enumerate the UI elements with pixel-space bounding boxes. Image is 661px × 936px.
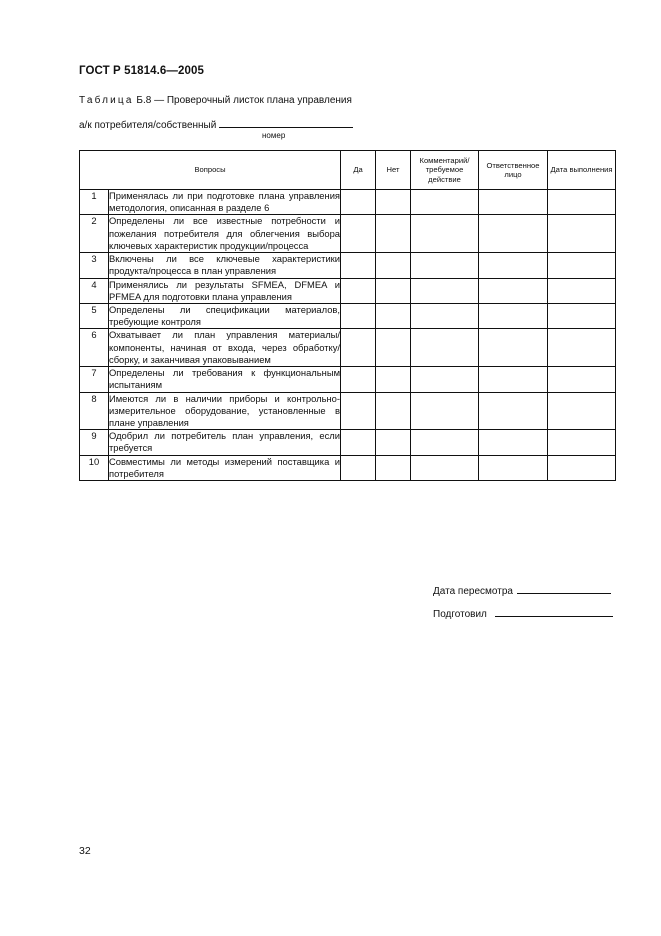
comment-cell[interactable] xyxy=(411,215,479,253)
table-row xyxy=(80,253,616,278)
responsible-cell[interactable] xyxy=(479,430,548,455)
column-header-responsible: Ответственное лицо xyxy=(479,151,548,190)
table-row xyxy=(80,392,616,430)
row-number: 10 xyxy=(80,455,109,480)
comment-cell[interactable] xyxy=(411,329,479,367)
due-date-cell[interactable] xyxy=(548,215,616,253)
no-cell[interactable] xyxy=(376,367,411,392)
no-cell[interactable] xyxy=(376,455,411,480)
comment-cell[interactable] xyxy=(411,455,479,480)
due-date-cell[interactable] xyxy=(548,367,616,392)
yes-cell[interactable] xyxy=(341,215,376,253)
prepared-by-label: Подготовил xyxy=(433,609,487,620)
table-caption-label: Таблица xyxy=(79,95,134,106)
table-row xyxy=(80,215,616,253)
row-number: 3 xyxy=(80,253,109,278)
yes-cell[interactable] xyxy=(341,430,376,455)
column-header-due-date: Дата выполнения xyxy=(548,151,616,190)
column-header-yes: Да xyxy=(341,151,376,190)
due-date-cell[interactable] xyxy=(548,392,616,430)
row-number: 6 xyxy=(80,329,109,367)
row-number: 8 xyxy=(80,392,109,430)
responsible-cell[interactable] xyxy=(479,278,548,303)
document-code: ГОСТ Р 51814.6—2005 xyxy=(79,65,204,77)
comment-cell[interactable] xyxy=(411,303,479,328)
row-question: Применялась ли при подготовке плана управления методология, описанная в разделе 6 xyxy=(109,190,341,214)
row-number: 9 xyxy=(80,430,109,455)
yes-cell[interactable] xyxy=(341,329,376,367)
no-cell[interactable] xyxy=(376,430,411,455)
table-caption xyxy=(79,95,352,106)
review-date-label: Дата пересмотра xyxy=(433,586,513,597)
no-cell[interactable] xyxy=(376,278,411,303)
comment-cell[interactable] xyxy=(411,278,479,303)
responsible-cell[interactable] xyxy=(479,367,548,392)
responsible-cell[interactable] xyxy=(479,215,548,253)
row-question: Имеются ли в наличии приборы и контрольно-измерительное оборудование, установленные в плане управления xyxy=(109,392,341,428)
table-row xyxy=(80,430,616,455)
due-date-cell[interactable] xyxy=(548,190,616,215)
table-row xyxy=(80,367,616,392)
prepared-by-line xyxy=(433,607,613,620)
no-cell[interactable] xyxy=(376,253,411,278)
responsible-cell[interactable] xyxy=(479,392,548,430)
row-number: 1 xyxy=(80,190,109,215)
page-number: 32 xyxy=(79,845,91,857)
responsible-cell[interactable] xyxy=(479,190,548,215)
row-number: 4 xyxy=(80,278,109,303)
table-row xyxy=(80,303,616,328)
due-date-cell[interactable] xyxy=(548,329,616,367)
yes-cell[interactable] xyxy=(341,278,376,303)
table-row xyxy=(80,278,616,303)
comment-cell[interactable] xyxy=(411,190,479,215)
due-date-cell[interactable] xyxy=(548,253,616,278)
table-row xyxy=(80,190,616,215)
no-cell[interactable] xyxy=(376,392,411,430)
comment-cell[interactable] xyxy=(411,253,479,278)
row-question: Совместимы ли методы измерений поставщика и потребителя xyxy=(109,455,341,479)
comment-cell[interactable] xyxy=(411,367,479,392)
responsible-cell[interactable] xyxy=(479,455,548,480)
comment-cell[interactable] xyxy=(411,392,479,430)
yes-cell[interactable] xyxy=(341,367,376,392)
review-date-field[interactable] xyxy=(517,584,611,594)
no-cell[interactable] xyxy=(376,329,411,367)
responsible-cell[interactable] xyxy=(479,303,548,328)
yes-cell[interactable] xyxy=(341,392,376,430)
prepared-by-field[interactable] xyxy=(495,607,613,617)
responsible-cell[interactable] xyxy=(479,253,548,278)
table-row xyxy=(80,455,616,480)
row-number: 7 xyxy=(80,367,109,392)
due-date-cell[interactable] xyxy=(548,278,616,303)
owner-number-field[interactable] xyxy=(219,118,353,128)
row-question: Определены ли требования к функциональным испытаниям xyxy=(109,367,341,391)
owner-number-sublabel: номер xyxy=(262,131,286,140)
yes-cell[interactable] xyxy=(341,303,376,328)
row-number: 2 xyxy=(80,215,109,253)
table-header-row xyxy=(80,151,616,190)
owner-number-label: а/к потребителя/собственный xyxy=(79,120,217,131)
review-date-line xyxy=(433,584,611,597)
table-row xyxy=(80,329,616,367)
due-date-cell[interactable] xyxy=(548,303,616,328)
no-cell[interactable] xyxy=(376,190,411,215)
yes-cell[interactable] xyxy=(341,253,376,278)
yes-cell[interactable] xyxy=(341,455,376,480)
no-cell[interactable] xyxy=(376,303,411,328)
comment-cell[interactable] xyxy=(411,430,479,455)
due-date-cell[interactable] xyxy=(548,430,616,455)
control-plan-checklist-table xyxy=(79,150,616,481)
yes-cell[interactable] xyxy=(341,190,376,215)
column-header-questions: Вопросы xyxy=(80,151,341,190)
column-header-comment: Комментарий/ требуемое действие xyxy=(411,151,479,190)
row-question: Охватывает ли план управления материалы/ компоненты, начиная от входа, через обработку/ сборку, и заканчивая упаковыванием xyxy=(109,329,341,365)
row-question: Включены ли все ключевые характеристики продукта/процесса в план управления xyxy=(109,253,341,277)
row-question: Определены ли спецификации материалов, требующие контроля xyxy=(109,303,341,328)
row-question: Определены ли все известные потребности и пожелания потребителя для облегчения выбора ключевых характеристик продукции/процесса xyxy=(109,215,341,251)
due-date-cell[interactable] xyxy=(548,455,616,480)
table-caption-text: Б.8 — Проверочный листок плана управления xyxy=(133,95,352,106)
no-cell[interactable] xyxy=(376,215,411,253)
column-header-no: Нет xyxy=(376,151,411,190)
row-number: 5 xyxy=(80,303,109,328)
row-question: Применялись ли результаты SFMEA, DFMEA и PFMEA для подготовки плана управления xyxy=(109,278,341,302)
row-question: Одобрил ли потребитель план управления, если требуется xyxy=(109,430,341,454)
owner-number-line xyxy=(79,118,353,131)
responsible-cell[interactable] xyxy=(479,329,548,367)
